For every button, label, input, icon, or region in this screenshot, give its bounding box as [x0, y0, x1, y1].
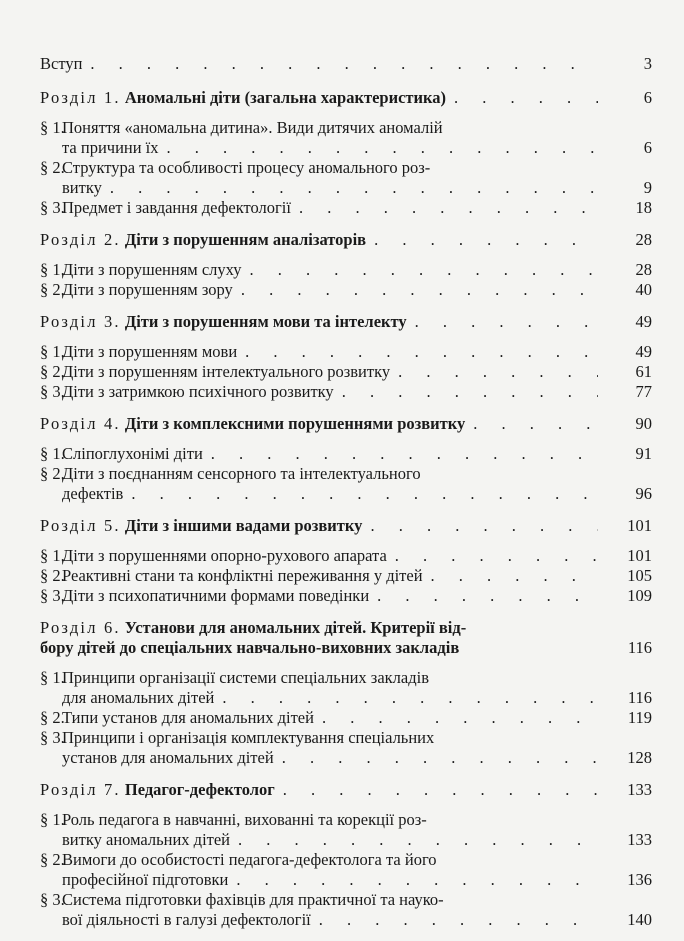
section-number: § 2.	[40, 280, 65, 299]
section-number: § 1.	[40, 546, 65, 565]
dot-leader	[334, 382, 598, 402]
dot-leader	[314, 708, 598, 728]
dot-leader	[390, 362, 598, 382]
dot-leader	[423, 566, 598, 586]
chapter-label: Розділ 1.	[40, 88, 121, 107]
chapter-heading	[40, 618, 652, 658]
dot-leader	[102, 178, 598, 198]
section-title: та причини їх	[62, 138, 159, 157]
section-title: Реактивні стани та конфліктні переживання у дітей	[62, 566, 423, 585]
section-entry	[40, 708, 652, 728]
toc-intro	[40, 54, 652, 74]
toc-page-number: 105	[627, 566, 652, 585]
section-title: Роль педагога в навчанні, вихованні та корекції роз-	[62, 810, 427, 829]
dot-leader	[387, 546, 598, 566]
section-title: витку аномальних дітей	[62, 830, 231, 849]
toc-chapters	[40, 74, 652, 930]
section-title: Структура та особливості процесу аномального роз-	[62, 158, 431, 177]
section-title: Система підготовки фахівців для практичної та науко-	[62, 890, 444, 909]
toc-page-number: 40	[635, 280, 652, 299]
section-entry	[40, 280, 652, 300]
dot-leader	[465, 414, 598, 434]
section-title: установ для аномальних дітей	[62, 748, 274, 767]
chapter-title: Педагог-дефектолог	[124, 780, 275, 799]
section-entry	[40, 890, 652, 930]
dot-leader	[237, 342, 598, 362]
section-number: § 2.	[40, 158, 65, 177]
toc-page-number: 116	[627, 638, 652, 657]
dot-leader	[159, 138, 598, 158]
chapter-title: Установи для аномальних дітей. Критерії від-	[124, 618, 467, 637]
section-title: Типи установ для аномальних дітей	[62, 708, 314, 727]
chapter-label: Розділ 2.	[40, 230, 121, 249]
chapter-title: бору дітей до спеціальних навчально-виховних закладів	[40, 638, 460, 657]
toc-page-number: 6	[643, 88, 652, 107]
section-entry	[40, 728, 652, 768]
dot-leader	[242, 260, 598, 280]
toc-page-number: 116	[627, 688, 652, 707]
section-entry	[40, 382, 652, 402]
chapter-heading	[40, 516, 652, 536]
section-entry	[40, 260, 652, 280]
section-entry	[40, 342, 652, 362]
dot-leader	[228, 870, 598, 890]
chapter-label: Розділ 3.	[40, 312, 121, 331]
toc-page-number: 77	[635, 382, 652, 401]
toc-page-number: 28	[635, 260, 652, 279]
chapter-heading	[40, 780, 652, 800]
toc-page-number: 3	[643, 54, 652, 73]
toc-page-number: 96	[635, 484, 652, 503]
dot-leader	[275, 780, 598, 800]
toc-page-number: 49	[635, 342, 652, 361]
section-entry	[40, 198, 652, 218]
section-title: Вимоги до особистості педагога-дефектолога та його	[62, 850, 437, 869]
section-entry	[40, 566, 652, 586]
section-title: Діти з затримкою психічного розвитку	[62, 382, 334, 401]
section-entry	[40, 444, 652, 464]
section-title: Діти з порушенням інтелектуального розвитку	[62, 362, 391, 381]
section-title: Діти з порушеннями опорно-рухового апарата	[62, 546, 387, 565]
chapter-label: Розділ 5.	[40, 516, 121, 535]
dot-leader	[291, 198, 598, 218]
section-entry	[40, 118, 652, 158]
toc-page-number: 6	[643, 138, 652, 157]
toc-page-number: 49	[635, 312, 652, 331]
dot-leader	[446, 88, 598, 108]
section-number: § 1.	[40, 342, 65, 361]
toc-page-number: 119	[627, 708, 652, 727]
chapter-heading	[40, 88, 652, 108]
dot-leader	[123, 484, 598, 504]
chapter-title: Діти з комплексними порушеннями розвитку	[124, 414, 466, 433]
section-number: § 3.	[40, 382, 65, 401]
toc-page-number: 101	[627, 516, 652, 535]
chapter-heading	[40, 312, 652, 332]
section-number: § 1.	[40, 118, 65, 137]
chapter-heading	[40, 414, 652, 434]
section-entry	[40, 464, 652, 504]
section-number: § 3.	[40, 586, 65, 605]
toc-page-number: 133	[627, 780, 652, 799]
table-of-contents	[40, 54, 652, 930]
toc-page-number: 109	[627, 586, 652, 605]
section-entry	[40, 810, 652, 850]
section-number: § 1.	[40, 810, 65, 829]
section-number: § 1.	[40, 260, 65, 279]
section-title: професійної підготовки	[62, 870, 229, 889]
section-number: § 2.	[40, 464, 65, 483]
section-entry	[40, 546, 652, 566]
chapter-heading	[40, 230, 652, 250]
dot-leader	[274, 748, 598, 768]
toc-page-number: 101	[627, 546, 652, 565]
toc-page-number: 90	[635, 414, 652, 433]
section-title: Діти з поєднанням сенсорного та інтелектуального	[62, 464, 421, 483]
toc-page-number: 28	[635, 230, 652, 249]
section-number: § 2.	[40, 362, 65, 381]
toc-page-number: 140	[627, 910, 652, 929]
section-entry	[40, 362, 652, 382]
section-number: § 3.	[40, 728, 65, 747]
chapter-title: Діти з порушенням аналізаторів	[124, 230, 367, 249]
dot-leader	[230, 830, 598, 850]
toc-page-number: 9	[643, 178, 652, 197]
section-title: витку	[62, 178, 102, 197]
dot-leader	[82, 54, 598, 74]
section-title: Діти з порушенням мови	[62, 342, 238, 361]
section-number: § 1.	[40, 444, 65, 463]
toc-intro-title: Вступ	[40, 54, 83, 73]
section-title: Принципи і організація комплектування спеціальних	[62, 728, 435, 747]
section-entry	[40, 158, 652, 198]
dot-leader	[366, 230, 598, 250]
section-title: Діти з порушенням слуху	[62, 260, 242, 279]
dot-leader	[233, 280, 598, 300]
section-number: § 2.	[40, 850, 65, 869]
section-title: вої діяльності в галузі дефектології	[62, 910, 311, 929]
section-title: Діти з психопатичними формами поведінки	[62, 586, 370, 605]
section-title: Сліпоглухонімі діти	[62, 444, 203, 463]
dot-leader	[369, 586, 598, 606]
toc-page-number: 61	[635, 362, 652, 381]
section-entry	[40, 586, 652, 606]
chapter-label: Розділ 6.	[40, 618, 121, 637]
section-number: § 2.	[40, 708, 65, 727]
section-title: дефектів	[62, 484, 124, 503]
chapter-title: Діти з порушенням мови та інтелекту	[124, 312, 407, 331]
section-entry	[40, 850, 652, 890]
toc-page-number: 18	[635, 198, 652, 217]
section-title: Принципи організації системи спеціальних закладів	[62, 668, 429, 687]
chapter-title: Аномальні діти (загальна характеристика)	[124, 88, 447, 107]
toc-page-number: 136	[627, 870, 652, 889]
dot-leader	[311, 910, 598, 930]
chapter-label: Розділ 4.	[40, 414, 121, 433]
section-title: Діти з порушенням зору	[62, 280, 233, 299]
section-title: Предмет і завдання дефектології	[62, 198, 291, 217]
toc-page-number: 133	[627, 830, 652, 849]
section-title: Поняття «аномальна дитина». Види дитячих аномалій	[62, 118, 443, 137]
dot-leader	[407, 312, 598, 332]
toc-page-number: 128	[627, 748, 652, 767]
chapter-title: Діти з іншими вадами розвитку	[124, 516, 363, 535]
dot-leader	[203, 444, 598, 464]
section-title: для аномальних дітей	[62, 688, 215, 707]
section-number: § 1.	[40, 668, 65, 687]
section-number: § 2.	[40, 566, 65, 585]
section-number: § 3.	[40, 198, 65, 217]
section-number: § 3.	[40, 890, 65, 909]
section-entry	[40, 668, 652, 708]
dot-leader	[362, 516, 598, 536]
chapter-label: Розділ 7.	[40, 780, 121, 799]
toc-page-number: 91	[635, 444, 652, 463]
dot-leader	[214, 688, 598, 708]
